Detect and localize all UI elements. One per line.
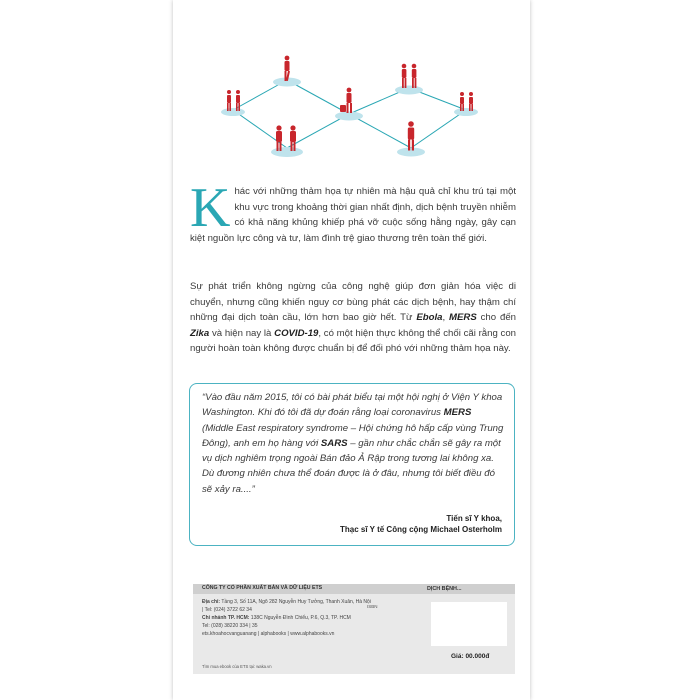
- para2-text-1: Sự phát triển không ngừng của công nghệ giúp đơn giản hóa việc di chuyển, nhưng cũng khiến nguy cơ bùng phát các dịch bệnh, hay thậm chí những đại dịch toàn cầu, lớn hơn bao giờ hết. Từ: [190, 281, 516, 324]
- publisher-imprint: [193, 584, 515, 674]
- term-zika: Zika: [190, 327, 210, 339]
- people-network-illustration: [221, 48, 481, 168]
- drop-cap: K: [190, 177, 231, 239]
- para2-text-3: và hiện nay là: [209, 327, 275, 339]
- person-figures: [227, 56, 473, 151]
- intro-text: hác với những thảm họa tự nhiên mà hậu quả chỉ khu trú tại một khu vực trong khoảng thời gian nhất định, dịch bệnh truyền nhiễm có khả năng khủng khiếp phá vỡ cuộc sống hằng ngày, gây cạn kiệt nguồn lực công và tư, làm đình trệ giao thương trên toàn thế giới.: [190, 186, 516, 244]
- barcode-area: [431, 602, 507, 646]
- quote-term-sars: SARS: [320, 437, 348, 449]
- quote-text: [202, 390, 504, 497]
- attribution-title: Tiến sĩ Y khoa,: [446, 514, 502, 523]
- publisher-contact: [202, 598, 371, 638]
- second-paragraph: [190, 279, 516, 357]
- address-value: Tầng 3, Số 11A, Ngõ 282 Nguyễn Huy Tưởng, Thanh Xuân, Hà Nội: [221, 599, 371, 605]
- attribution-name: Thạc sĩ Y tế Công cộng Michael Osterholm: [340, 525, 502, 534]
- quote-text-1: “Vào đầu năm 2015, tôi có bài phát biểu tại một hội nghị ở Viện Y khoa Washington. Khi đó tôi đã dự đoán rằng loại coronavirus: [202, 392, 503, 419]
- term-ebola: Ebola: [416, 312, 443, 324]
- para2-separator: ,: [442, 312, 450, 324]
- address-label: Địa chỉ:: [202, 599, 221, 605]
- intro-paragraph: [190, 177, 516, 246]
- book-title-short: DỊCH BỆNH...: [427, 586, 462, 592]
- para2-text-4: , có một hiện thực không thể chối cãi rằng con người hoàn toàn không được chuẩn bị để đối phó với những thảm họa này.: [190, 327, 516, 355]
- branch-label: Chi nhánh TP. HCM:: [202, 615, 250, 621]
- branch-value: 138C Nguyễn Đình Chiểu, P.6, Q.3, TP. HCM: [250, 615, 351, 621]
- publisher-web: ets.khoahocvanguanang | alphabooks | www.alphabooks.vn: [202, 631, 335, 637]
- phone-hcm: Tel: (028) 38220 334 | 35: [202, 623, 258, 629]
- price-label: Giá: 00.000đ: [451, 653, 490, 660]
- book-back-cover: [173, 0, 530, 700]
- quote-attribution: [340, 513, 502, 535]
- publisher-name: CÔNG TY CỔ PHẦN XUẤT BẢN VÀ DỮ LIỆU ETS: [202, 585, 323, 591]
- isbn-label: ISBN: [367, 604, 378, 609]
- quote-text-3: – gần như chắc chắn sẽ gây ra một vụ dịch nghiêm trọng ngoài Bán đảo Ả Rập trong tương lai không xa. Dù đương nhiên chưa thể đoán được là ở đâu, nhưng tôi biết điều đó sẽ xảy ra....”: [202, 437, 501, 495]
- quote-box: [189, 383, 515, 546]
- ebook-footnote: Tìm mua ebook của ETS tại: waka.vn: [202, 664, 272, 669]
- phone-hanoi: | Tel: (024) 3722 62 34: [202, 607, 252, 613]
- barcode-panel: [423, 586, 515, 672]
- term-covid: COVID-19: [274, 327, 319, 339]
- para2-text-2: cho đến: [476, 312, 516, 324]
- quote-text-2: (Middle East respiratory syndrome – Hội chứng hô hấp cấp vùng Trung Đông), anh em họ hàng với: [202, 422, 504, 449]
- term-mers: MERS: [449, 312, 477, 324]
- quote-term-mers: MERS: [443, 407, 472, 419]
